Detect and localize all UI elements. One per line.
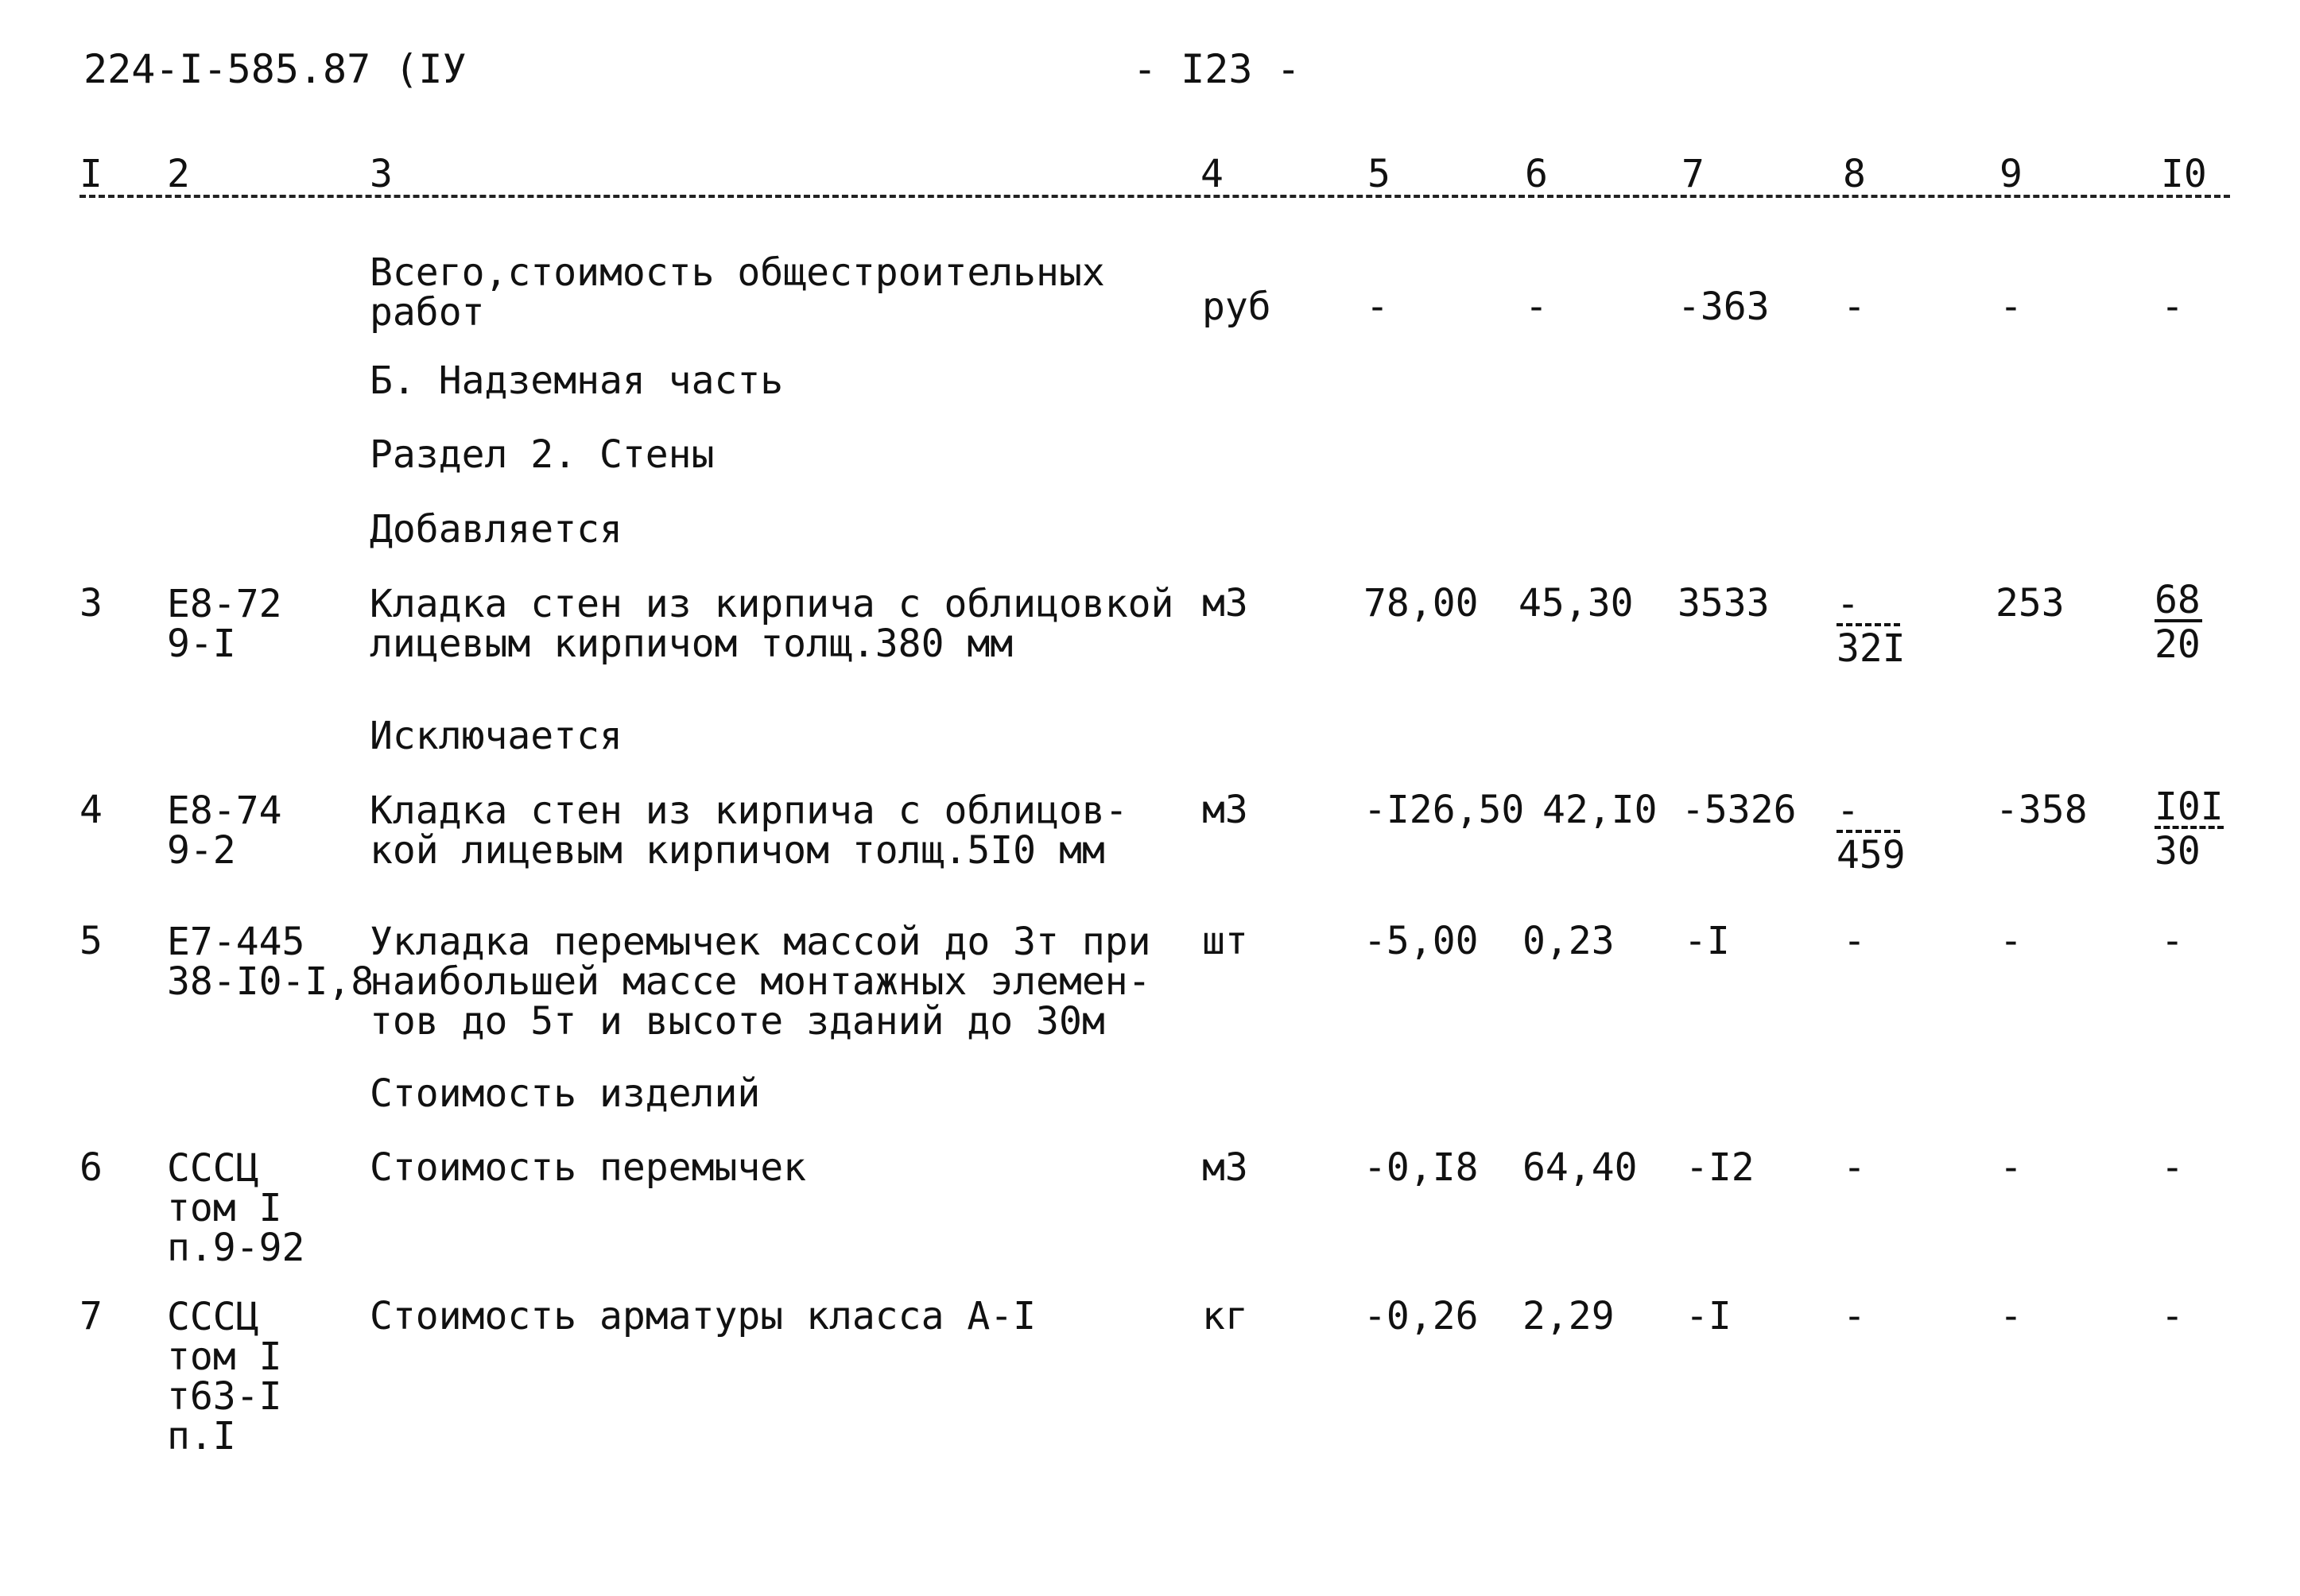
row-col10: - bbox=[2161, 1294, 2184, 1338]
document-code: 224-I-585.87 (IУ bbox=[83, 46, 467, 92]
row-description: Стоимость арматуры класса А-I bbox=[370, 1294, 1037, 1338]
fraction-denominator: 20 bbox=[2155, 622, 2201, 667]
row-col8: - bbox=[1843, 1145, 1866, 1190]
row-quantity: -0,26 bbox=[1363, 1294, 1479, 1338]
row-number: 3 bbox=[80, 581, 103, 626]
row-description: Кладка стен из кирпича с облицовкой лицевым кирпичом толщ.380 мм bbox=[370, 582, 1174, 666]
column-header-7: 7 bbox=[1681, 152, 1705, 196]
excluded-heading: Исключается bbox=[370, 714, 623, 758]
column-header-3: 3 bbox=[370, 152, 393, 196]
fraction-denominator: 32I bbox=[1837, 626, 1906, 671]
row-unit-price: 64,40 bbox=[1522, 1145, 1638, 1190]
row-total: 3533 bbox=[1677, 581, 1770, 626]
row-col9: - bbox=[1999, 1294, 2023, 1338]
column-header-2: 2 bbox=[167, 152, 190, 196]
added-heading: Добавляется bbox=[370, 507, 623, 552]
total-col6: - bbox=[1525, 285, 1548, 329]
row-number: 7 bbox=[80, 1294, 103, 1338]
row-col9: - bbox=[1999, 1145, 2023, 1190]
row-col8: - bbox=[1843, 1294, 1866, 1338]
column-header-5: 5 bbox=[1367, 152, 1390, 196]
row-unit: м3 bbox=[1202, 788, 1248, 832]
column-header-1: I bbox=[80, 152, 103, 196]
row-unit-price: 0,23 bbox=[1522, 919, 1615, 963]
section-heading: Раздел 2. Стены bbox=[370, 432, 715, 477]
row-col10: - bbox=[2161, 919, 2184, 963]
row-number: 4 bbox=[80, 788, 103, 832]
row-quantity: -I26,50 bbox=[1363, 788, 1525, 832]
row-col9: - bbox=[1999, 919, 2023, 963]
row-quantity: 78,00 bbox=[1363, 581, 1479, 626]
products-heading: Стоимость изделий bbox=[370, 1071, 761, 1116]
row-unit: м3 bbox=[1202, 581, 1248, 626]
row-total: -I2 bbox=[1685, 1145, 1755, 1190]
row-col10-fraction bbox=[2155, 784, 2224, 874]
header-dashed-rule bbox=[80, 195, 2230, 198]
row-col8: - bbox=[1843, 919, 1866, 963]
total-col7: -363 bbox=[1677, 285, 1770, 329]
row-unit-price: 45,30 bbox=[1518, 581, 1634, 626]
row-code: СССЦ том I п.9-92 bbox=[167, 1146, 305, 1270]
row-description: Укладка перемычек массой до 3т при наибольшей массе монтажных элемен- тов до 5т и высоте зданий до 30м bbox=[370, 920, 1151, 1044]
row-col8-fraction bbox=[1837, 582, 1906, 671]
page-number: - I23 - bbox=[1133, 46, 1301, 92]
row-total: -I bbox=[1685, 1294, 1732, 1338]
row-unit-price: 2,29 bbox=[1522, 1294, 1615, 1338]
total-col10: - bbox=[2161, 285, 2184, 329]
column-header-8: 8 bbox=[1843, 152, 1866, 196]
row-code: Е8-74 9-2 bbox=[167, 788, 282, 873]
fraction-numerator: I0I bbox=[2155, 784, 2224, 829]
row-unit: кг bbox=[1202, 1294, 1248, 1338]
row-code: СССЦ том I т63-I п.I bbox=[167, 1295, 282, 1458]
row-quantity: -0,I8 bbox=[1363, 1145, 1479, 1190]
total-col5: - bbox=[1366, 285, 1389, 329]
total-unit: руб bbox=[1202, 285, 1271, 329]
total-col8: - bbox=[1843, 285, 1866, 329]
column-header-6: 6 bbox=[1525, 152, 1548, 196]
column-header-4: 4 bbox=[1200, 152, 1224, 196]
row-description: Кладка стен из кирпича с облицов- кой лицевым кирпичом толщ.5I0 мм bbox=[370, 788, 1128, 873]
row-col10-fraction bbox=[2155, 578, 2202, 667]
row-total: -5326 bbox=[1681, 788, 1797, 832]
row-description: Стоимость перемычек bbox=[370, 1145, 807, 1190]
row-col10: - bbox=[2161, 1145, 2184, 1190]
row-col9: -358 bbox=[1996, 788, 2088, 832]
row-code: Е7-445 38-I0-I,8 bbox=[167, 920, 374, 1004]
column-header-9: 9 bbox=[1999, 152, 2023, 196]
total-col9: - bbox=[1999, 285, 2023, 329]
row-unit: м3 bbox=[1202, 1145, 1248, 1190]
fraction-numerator: - bbox=[1837, 795, 1900, 833]
row-number: 6 bbox=[80, 1145, 103, 1190]
row-number: 5 bbox=[80, 919, 103, 963]
fraction-denominator: 459 bbox=[1837, 833, 1906, 877]
part-heading: Б. Надземная часть bbox=[370, 358, 784, 403]
fraction-denominator: 30 bbox=[2155, 829, 2201, 874]
row-col9: 253 bbox=[1996, 581, 2065, 626]
fraction-numerator: - bbox=[1837, 588, 1900, 626]
column-header-10: I0 bbox=[2161, 152, 2207, 196]
row-total: -I bbox=[1684, 919, 1730, 963]
row-code: Е8-72 9-I bbox=[167, 582, 282, 666]
fraction-numerator: 68 bbox=[2155, 584, 2202, 622]
row-unit-price: 42,I0 bbox=[1542, 788, 1658, 832]
row-col8-fraction bbox=[1837, 788, 1906, 877]
total-label: Всего,стоимость общестроительных работ bbox=[370, 250, 1105, 335]
row-quantity: -5,00 bbox=[1363, 919, 1479, 963]
row-unit: шт bbox=[1202, 919, 1248, 963]
